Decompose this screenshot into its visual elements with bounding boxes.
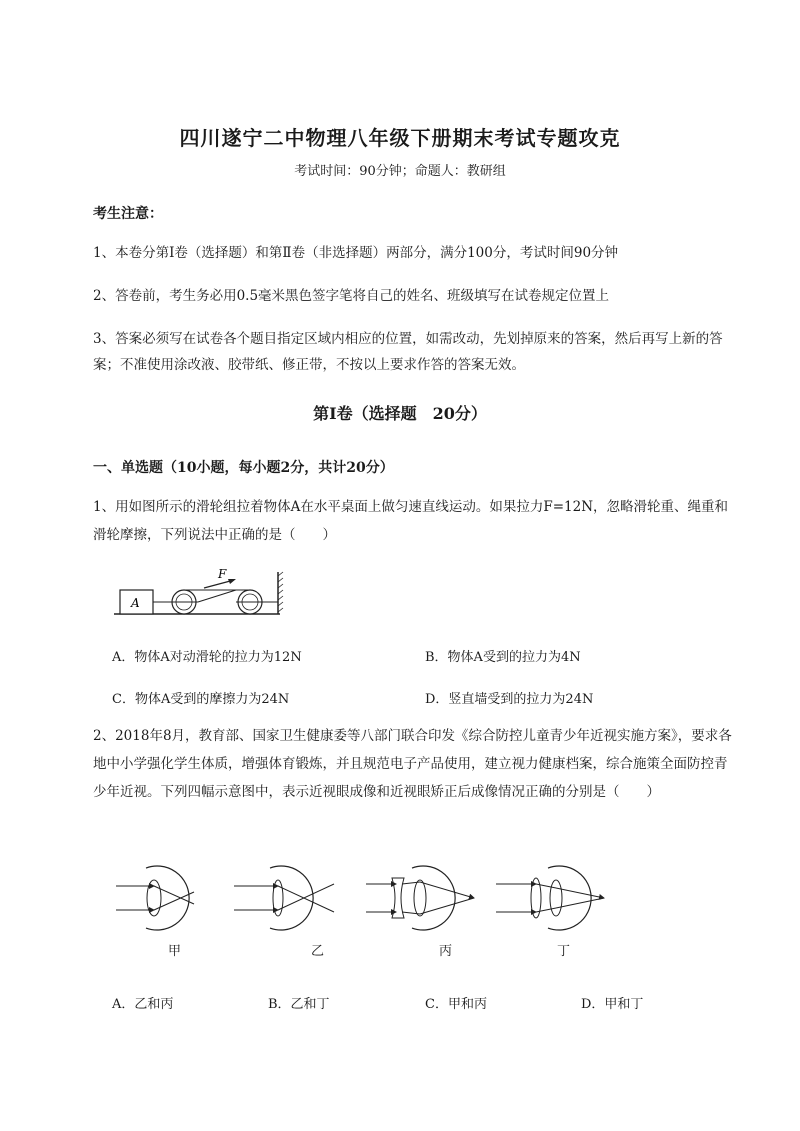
question-2-option-c[interactable]: C．甲和丙 xyxy=(425,997,487,1012)
eye-label-jia: 甲 xyxy=(168,944,182,959)
force-label: F xyxy=(218,568,227,581)
question-2-option-b[interactable]: B．乙和丁 xyxy=(268,997,330,1012)
eye-diagram-bing xyxy=(366,866,474,930)
eye-diagram-ding xyxy=(496,866,604,930)
eye-diagrams xyxy=(112,858,612,938)
question-1-option-a[interactable]: A．物体A对动滑轮的拉力为12N xyxy=(112,650,302,665)
notice-item-1: 1、本卷分第I卷（选择题）和第Ⅱ卷（非选择题）两部分，满分100分，考试时间90分钟 xyxy=(93,245,619,261)
question-1-stem: 1、用如图所示的滑轮组拉着物体A在水平桌面上做匀速直线运动。如果拉力F=12N，忽略滑轮重、绳重和滑轮摩擦，下列说法中正确的是（ ） xyxy=(93,499,729,543)
eye-diagram-jia xyxy=(116,866,194,930)
pulley-figure xyxy=(112,568,284,620)
question-2-option-a[interactable]: A．乙和丙 xyxy=(112,997,174,1012)
eye-label-bing: 丙 xyxy=(439,944,453,959)
question-1-option-d[interactable]: D．竖直墙受到的拉力为24N xyxy=(425,692,594,707)
eye-label-yi: 乙 xyxy=(311,944,325,959)
question-1-option-c[interactable]: C．物体A受到的摩擦力为24N xyxy=(112,692,290,707)
question-1-option-b[interactable]: B．物体A受到的拉力为4N xyxy=(425,650,581,665)
eye-diagram-yi xyxy=(234,866,334,930)
eye-label-ding: 丁 xyxy=(557,944,571,959)
page-title: 四川遂宁二中物理八年级下册期末考试专题攻克 xyxy=(179,126,621,150)
notice-item-3: 3、答案必须写在试卷各个题目指定区域内相应的位置，如需改动，先划掉原来的答案，然后再写上新的答案；不准使用涂改液、胶带纸、修正带，不按以上要求作答的答案无效。 xyxy=(93,331,723,373)
notice-heading: 考生注意： xyxy=(93,206,163,222)
notice-item-2: 2、答卷前，考生务必用0.5毫米黑色签字笔将自己的姓名、班级填写在试卷规定位置上 xyxy=(93,288,610,304)
part-title: 一、单选题（10小题，每小题2分，共计20分） xyxy=(93,460,394,476)
block-a-label: A xyxy=(131,596,140,610)
page-subtitle: 考试时间：90分钟；命题人：教研组 xyxy=(294,164,506,179)
section-title: 第I卷（选择题 20分） xyxy=(313,404,487,423)
question-2-stem: 2、2018年8月，教育部、国家卫生健康委等八部门联合印发《综合防控儿童青少年近视实施方案》，要求各地中小学强化学生体质，增强体育锻炼，并且规范电子产品使用，建立视力健康档案，综合施策全面防控青少年近视。下列四幅示意图中，表示近视眼成像和近视眼矫正后成像情况正确的分别是（ ） xyxy=(93,728,732,800)
question-2-option-d[interactable]: D．甲和丁 xyxy=(581,997,644,1012)
